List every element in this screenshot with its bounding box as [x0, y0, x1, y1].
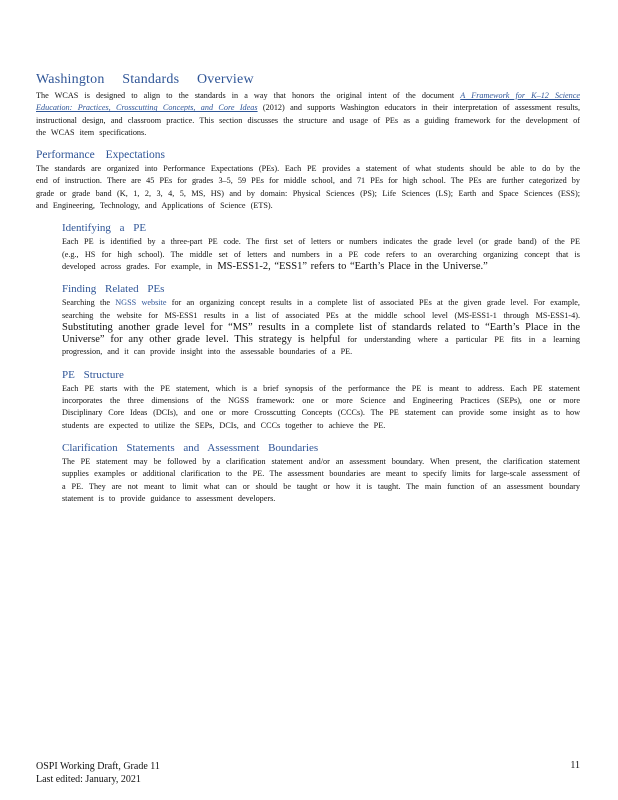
identifying-paragraph — [62, 236, 580, 273]
finding-text-2: for an organizing concept results in a complete list of associated PEs at the given grade level. For example, searching the website for MS-ESS1 results in a list of associated PEs at the middle school level (MS-ESS1-1 through MS-ESS1-4). — [62, 298, 580, 320]
intro-paragraph — [36, 90, 580, 139]
identifying-text: Each PE is identified by a three-part PE code. The first set of letters or numbers indicates the grade level (or grade band) of the PE (e.g., HS for high school). The middle set of letters and numbers in a PE code refers to an overarching organizing concept that is developed across grades. For example, in — [62, 237, 580, 271]
finding-paragraph — [62, 297, 580, 358]
footer-last-edited: Last edited: January, 2021 — [36, 774, 141, 785]
page-title: Washington Standards Overview — [36, 72, 254, 87]
finding-strategy: Substituting another grade level for “MS” results in a complete list of standards related to “Earth’s Place in the Universe” for any other grade level. This strategy is helpful — [62, 321, 580, 346]
finding-text: Searching the — [62, 298, 116, 308]
section-heading-clarification: Clarification Statements and Assessment Boundaries — [62, 441, 319, 454]
section-heading-finding: Finding Related PEs — [62, 283, 165, 296]
section-heading-performance: Performance Expectations — [36, 149, 166, 162]
clarification-paragraph: The PE statement may be followed by a clarification statement and/or an assessment boundary. When present, the clarification statement supplies examples or additional clarification to the PE. The assessment boundaries are meant to specify limits for large-scale assessment of a PE. They are not meant to limit what can or should be taught or how it is taught. The main function of an assessment boundary statement is to provide guidance to assessment developers. — [62, 456, 580, 503]
ngss-website-link[interactable]: NGSS website — [115, 298, 167, 308]
document-body — [36, 72, 580, 505]
page-footer — [36, 760, 160, 786]
page-number: 11 — [570, 760, 580, 771]
structure-paragraph: Each PE starts with the PE statement, which is a brief synopsis of the performance the PE is meant to address. Each PE statement incorporates the three dimensions of the NGSS framework: one or more Science and Engineering Practices (SEPs), one or more Disciplinary Core Ideas (DCIs), and one or more Crosscutting Concepts (CCCs). The PE statement can provide some insight as to how students are expected to utilize the SEPs, DCIs, and CCCs together to achieve the PE. — [62, 383, 580, 430]
framework-link[interactable]: A Framework for K–12 Science Education: Practices, Crosscutting Concepts, and Core Ideas — [36, 91, 580, 113]
section-heading-identifying: Identifying a PE — [62, 222, 147, 235]
identifying-example: MS-ESS1-2, “ESS1” refers to “Earth’s Place in the Universe.” — [217, 260, 488, 272]
footer-draft-label: OSPI Working Draft, Grade 11 — [36, 761, 160, 772]
intro-text: The WCAS is designed to align to the standards in a way that honors the original intent of the document — [36, 91, 461, 100]
intro-text-end: (2012) and supports Washington educators in their interpretation of assessment results, instructional design, and classroom practice. This section discusses the structure and usage of PEs as a guiding framework for the development of the WCAS item specifications. — [36, 103, 581, 137]
finding-text-3: for understanding where a particular PE fits in a learning progression, and it can provide insight into the assessable boundaries of a PE. — [62, 335, 581, 357]
section-heading-structure: PE Structure — [62, 368, 124, 381]
performance-paragraph: The standards are organized into Performance Expectations (PEs). Each PE provides a statement of what students should be able to do by the end of instruction. There are 45 PEs for grades 3–5, 59 PEs for middle school, and 71 PEs for high school. The PEs are further categorized by grade or grade band (K, 1, 2, 3, 4, 5, MS, HS) and by domain: Physical Sciences (PS); Life Sciences (LS); Earth and Space Sciences (ESS); and Engineering, Technology, and Applications of Science (ETS). — [36, 164, 580, 211]
